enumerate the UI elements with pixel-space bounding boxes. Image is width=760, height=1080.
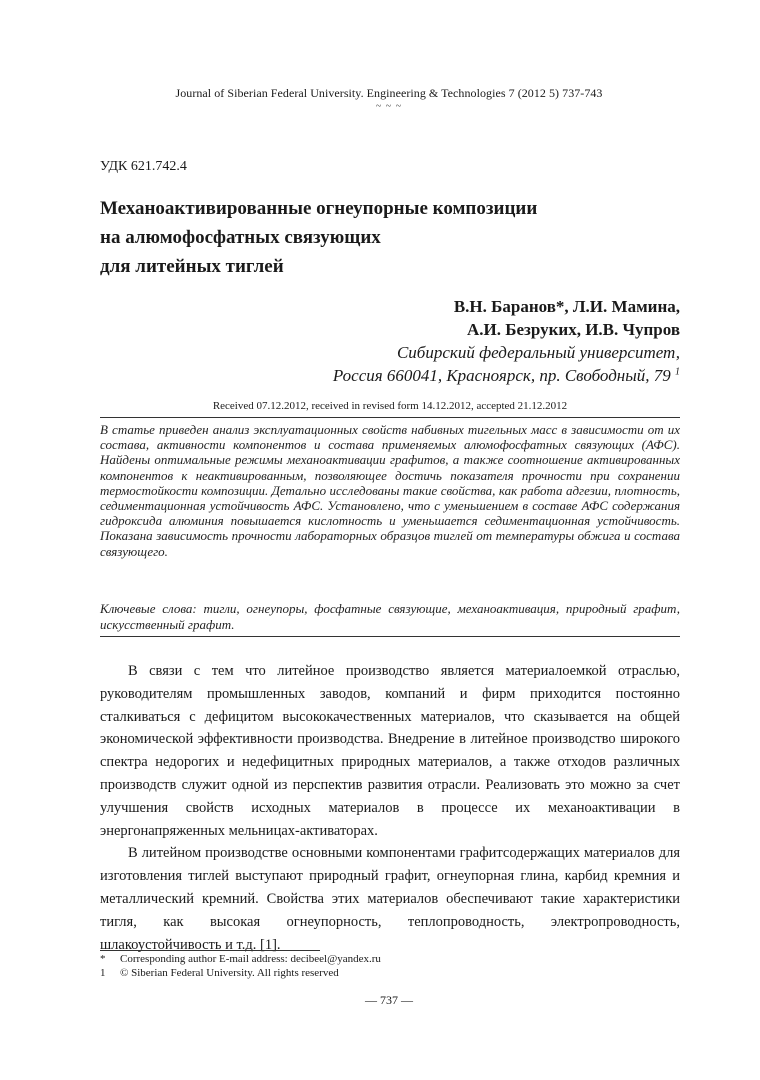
title-line: Механоактивированные огнеупорные композиции bbox=[100, 198, 538, 219]
footnote bbox=[100, 953, 381, 967]
abstract-bottom-rule bbox=[100, 636, 680, 637]
body-text bbox=[100, 660, 680, 956]
abstract: В статье приведен анализ эксплуатационных свойств набивных тигельных масс в зависимости от их состава, активности компонентов и состава применяемых алюмофосфатных связующих (АФС). Найдены оптимальные режимы механоактивации графитов, а также соотношение активированных компонентов к неактивированным, позволяющее достичь показателя прочности при сохранении термостойкости композиции. Детально исследованы такие свойства, как работа адгезии, плотность, седиментационная устойчивость АФС. Установлено, что с уменьшением в составе АФС содержания гидроксида алюминия повышается кислотность и уменьшается седиментационная устойчивость. Показана зависимость прочности лабораторных образцов тиглей от температуры обжига и состава связующего. bbox=[100, 422, 680, 559]
affiliation-address-text: Россия 660041, Красноярск, пр. Свободный, 79 bbox=[332, 366, 671, 385]
footnotes bbox=[100, 953, 381, 980]
title-line: на алюмофосфатных связующих bbox=[100, 227, 381, 248]
affiliation-address bbox=[333, 364, 680, 387]
body-paragraph: В литейном производстве основными компонентами графитсодержащих материалов для изготовления тиглей выступают природный графит, огнеупорная глина, карбид кремния и металлический кремний. Свойства этих материалов обеспечивают такие характеристики тигля, как высокая огнеупорность, теплопроводность, электропроводность, шлакоустойчивость и т.д. [1]. bbox=[100, 845, 680, 953]
author-names-line: В.Н. Баранов*, Л.И. Мамина, bbox=[453, 297, 680, 316]
footnote bbox=[100, 967, 381, 981]
article-title bbox=[100, 194, 620, 281]
keywords: Ключевые слова: тигли, огнеупоры, фосфатные связующие, механоактивация, природный графит, искусственный графит. bbox=[100, 601, 680, 632]
footnote-mark: * bbox=[100, 953, 106, 965]
received-dates: Received 07.12.2012, received in revised form 14.12.2012, accepted 21.12.2012 bbox=[212, 400, 568, 412]
author-block bbox=[333, 295, 680, 387]
journal-header: Journal of Siberian Federal University. Engineering & Technologies 7 (2012 5) 737-743 bbox=[175, 86, 603, 100]
udk-code: УДК 621.742.4 bbox=[100, 159, 187, 174]
header-ornament: ~ ~ ~ bbox=[375, 101, 403, 112]
footnote-text: © Siberian Federal University. All rights reserved bbox=[120, 966, 339, 979]
abstract-top-rule bbox=[100, 417, 680, 418]
footnote-rule bbox=[100, 950, 320, 951]
title-line: для литейных тиглей bbox=[100, 256, 284, 277]
body-paragraph: В связи с тем что литейное производство является материалоемкой отраслью, руководителям промышленных заводов, компаний и фирм приходится постоянно сталкиваться с дефицитом высококачественных материалов, что сказывается на общей экономической эффективности производства. Внедрение в литейное производство широкого спектра недорогих и недефицитных природных материалов, а также отходов различных производств служит одной из перспектив развития отрасли. Реализовать это можно за счет улучшения свойств исходных материалов в процессе их механоактивации в энергонапряженных мельницах-активаторах. bbox=[100, 663, 680, 839]
author-names-line: А.И. Безруких, И.В. Чупров bbox=[467, 320, 680, 339]
footnote-mark: 1 bbox=[100, 966, 106, 979]
footnote-text: Corresponding author E-mail address: decibeel@yandex.ru bbox=[120, 953, 381, 965]
affiliation-line: Сибирский федеральный университет, bbox=[396, 343, 680, 362]
page-number: — 737 — bbox=[365, 993, 413, 1007]
affiliation-footnote-mark: 1 bbox=[675, 366, 680, 378]
